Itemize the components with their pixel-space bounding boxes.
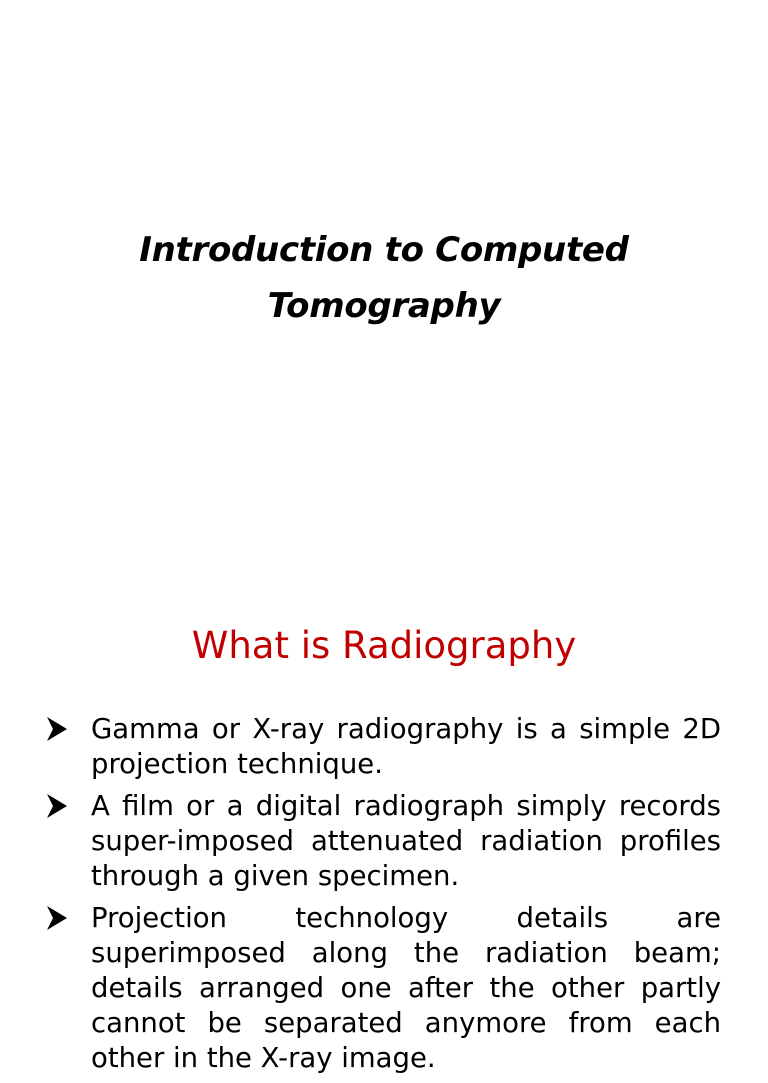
arrowhead-bullet-icon [46,716,68,742]
bullet-text: Gamma or X-ray radiography is a simple 2D projection technique. [91,713,721,780]
slide-title-line-1: Introduction to Computed [139,230,629,270]
slide-title [0,222,768,334]
arrowhead-bullet-icon [46,793,68,819]
arrowhead-bullet-icon [46,905,68,931]
bullet-text: Projection technology details are superimposed along the radiation beam; details arranged one after the other partly cannot be separated anymore from each other in the X-ray image. [91,902,721,1074]
slide-title-line-2: Tomography [267,286,501,326]
list-item [0,712,768,782]
list-item [0,789,768,894]
bullet-list [0,712,768,1083]
bullet-text: A film or a digital radiograph simply records super-imposed attenuated radiation profiles through a given specimen. [91,790,721,892]
content-slide [0,576,768,1074]
slide-heading: What is Radiography [191,624,577,667]
list-item [0,901,768,1076]
